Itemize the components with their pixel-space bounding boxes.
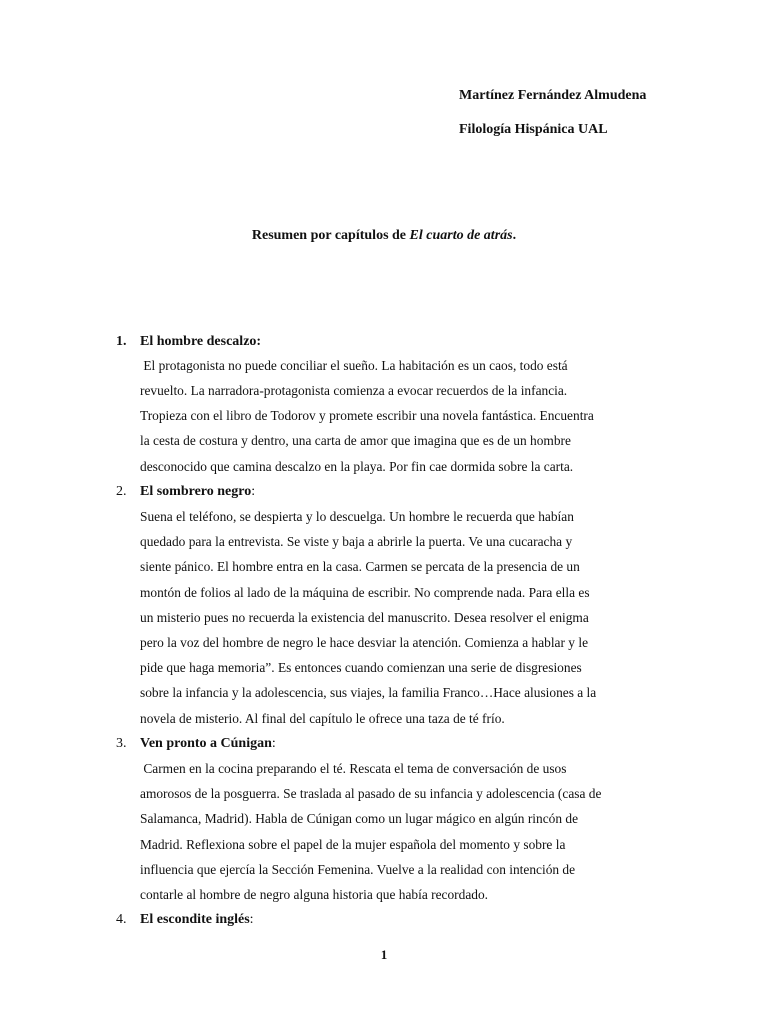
chapter-title-suffix: : <box>249 912 254 927</box>
title-prefix: Resumen por capítulos de <box>251 228 410 243</box>
paragraph-line: siente pánico. El hombre entra en la casa. Carmen se percata de la presencia de un <box>140 559 580 574</box>
page-number: 1 <box>380 947 388 962</box>
chapter-number: 2. <box>116 484 127 499</box>
paragraph-line: El protagonista no puede conciliar el sueño. La habitación es un caos, todo está <box>140 358 568 373</box>
paragraph-line: un misterio pues no recuerda la existencia del manuscrito. Desea resolver el enigma <box>140 610 589 625</box>
chapter-title-text: Ven pronto a Cúnigan <box>140 736 272 751</box>
paragraph-line: montón de folios al lado de la máquina de escribir. No comprende nada. Para ella es <box>140 585 590 600</box>
title-suffix: . <box>512 228 517 243</box>
author-name: Martínez Fernández Almudena <box>459 88 647 103</box>
paragraph-line: contarle al hombre de negro alguna historia que había recordado. <box>140 887 489 902</box>
paragraph-line: novela de misterio. Al final del capítulo le ofrece una taza de té frío. <box>140 711 505 726</box>
paragraph-line: pero la voz del hombre de negro le hace desviar la atención. Comienza a hablar y le <box>140 635 589 650</box>
chapter-title-text: El escondite inglés <box>140 912 250 927</box>
paragraph-line: Madrid. Reflexiona sobre el papel de la mujer española del momento y sobre la <box>140 837 566 852</box>
paragraph-line: influencia que ejercía la Sección Femenina. Vuelve a la realidad con intención de <box>140 862 576 877</box>
paragraph-line: Carmen en la cocina preparando el té. Rescata el tema de conversación de usos <box>140 761 567 776</box>
chapter-title-text: El sombrero negro <box>140 484 252 499</box>
paragraph-line: pide que haga memoria”. Es entonces cuando comienzan una serie de disgresiones <box>140 660 582 675</box>
chapter-title <box>140 907 254 932</box>
chapter-number: 1. <box>116 334 127 349</box>
document-title <box>0 228 768 244</box>
paragraph-line: desconocido que camina descalzo en la playa. Por fin cae dormida sobre la carta. <box>140 459 574 474</box>
book-title: El cuarto de atrás <box>409 228 513 243</box>
paragraph-line: quedado para la entrevista. Se viste y baja a abrirle la puerta. Ve una cucaracha y <box>140 534 573 549</box>
chapter-title-suffix: : <box>251 484 256 499</box>
chapter-number: 3. <box>116 736 127 751</box>
paragraph-line: la cesta de costura y dentro, una carta de amor que imagina que es de un hombre <box>140 433 571 448</box>
chapter-number: 4. <box>116 912 127 927</box>
chapter-title <box>140 329 261 354</box>
paragraph-line: sobre la infancia y la adolescencia, sus viajes, la familia Franco…Hace alusiones a la <box>140 685 597 700</box>
paragraph-line: Tropieza con el libro de Todorov y promete escribir una novela fantástica. Encuentra <box>140 408 594 423</box>
paragraph-line: revuelto. La narradora-protagonista comienza a evocar recuerdos de la infancia. <box>140 383 568 398</box>
paragraph-line: amorosos de la posguerra. Se traslada al pasado de su infancia y adolescencia (casa de <box>140 786 602 801</box>
chapter-title <box>140 731 276 756</box>
paragraph-line: Salamanca, Madrid). Habla de Cúnigan como un lugar mágico en algún rincón de <box>140 811 579 826</box>
chapter-title-text: El hombre descalzo: <box>140 334 262 349</box>
paragraph-line: Suena el teléfono, se despierta y lo descuelga. Un hombre le recuerda que habían <box>140 509 574 524</box>
chapter-title-suffix: : <box>271 736 276 751</box>
chapter-title <box>140 479 255 504</box>
affiliation: Filología Hispánica UAL <box>459 122 608 137</box>
